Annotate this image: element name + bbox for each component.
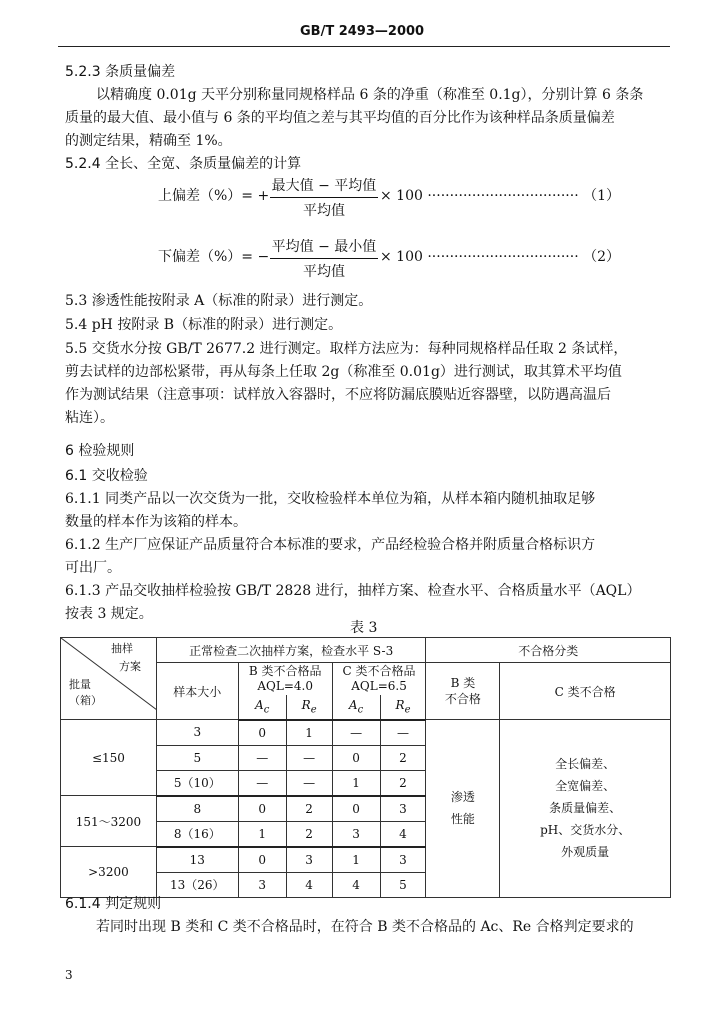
header-plan: 正常检查二次抽样方案，检查水平 S-3 xyxy=(156,638,426,663)
equation-1-denominator: 平均值 xyxy=(303,203,345,219)
paragraph-line: 的测定结果，精确至 1%。 xyxy=(65,133,232,149)
corner-label-lot: 批量 xyxy=(69,678,91,691)
b-ac-cell: 0 xyxy=(238,796,286,822)
header-c-ac: $A_c$ xyxy=(332,695,380,720)
b-re-cell: — xyxy=(286,745,332,770)
section-6-1-1-line: 6.1.1 同类产品以一次交货为一批，交收检验样本单位为箱，从样本箱内随机抽取足够 xyxy=(65,491,596,507)
b-class-item: 渗透 xyxy=(450,790,475,805)
c-re-cell: 5 xyxy=(380,872,426,897)
section-5-2-4-title: 5.2.4 全长、全宽、条质量偏差的计算 xyxy=(65,156,302,172)
b-ac-cell: 0 xyxy=(238,847,286,873)
table-corner-cell xyxy=(61,638,157,720)
header-b-class-line2: 不合格 xyxy=(444,692,481,706)
header-b-label: B 类不合格品 xyxy=(248,663,322,678)
c-ac-cell: 1 xyxy=(332,770,380,796)
sample-size-cell: 13（26） xyxy=(156,872,238,897)
corner-label-unit: （箱） xyxy=(69,694,102,707)
c-ac-cell: 4 xyxy=(332,872,380,897)
sample-size-cell: 5 xyxy=(156,745,238,770)
b-class-items xyxy=(426,720,500,898)
header-sample-size: 样本大小 xyxy=(156,663,238,720)
b-class-item: 性能 xyxy=(450,812,475,827)
header-c-class-nonconformity: C 类不合格 xyxy=(500,663,671,720)
b-ac-cell: 1 xyxy=(238,821,286,847)
section-6-1-1-line: 数量的样本作为该箱的样本。 xyxy=(65,514,247,530)
header-b-re: $R_e$ xyxy=(286,695,332,720)
section-5-3: 5.3 渗透性能按附录 A（标准的附录）进行测定。 xyxy=(65,293,373,309)
equation-2-fraction xyxy=(270,236,378,281)
section-5-5-line: 作为测试结果（注意事项：试样放入容器时，不应将防漏底膜贴近容器壁，以防遇高温后 xyxy=(65,387,611,403)
c-class-item: 条质量偏差、 xyxy=(549,801,622,816)
header-nonconformity: 不合格分类 xyxy=(426,638,671,663)
c-class-item: 全长偏差、 xyxy=(555,757,616,772)
table-3-caption: 表 3 xyxy=(350,620,378,636)
c-ac-cell: 1 xyxy=(332,847,380,873)
b-re-cell: — xyxy=(286,770,332,796)
section-6-1-2-line: 6.1.2 生产厂应保证产品质量符合本标准的要求，产品经检验合格并附质量合格标识方 xyxy=(65,537,596,553)
b-re-cell: 4 xyxy=(286,872,332,897)
header-b-aql: AQL=4.0 xyxy=(257,678,313,693)
equation-2-rhs: × 100 ·································· （2） xyxy=(380,249,621,265)
c-re-cell: 3 xyxy=(380,796,426,822)
c-ac-cell: 3 xyxy=(332,821,380,847)
c-class-item: pH、交货水分、 xyxy=(540,823,631,838)
c-class-item: 全宽偏差、 xyxy=(555,779,616,794)
equation-1-fraction xyxy=(270,175,378,220)
section-6-1-4-title: 6.1.4 判定规则 xyxy=(65,896,162,912)
b-ac-cell: — xyxy=(238,745,286,770)
header-c-label: C 类不合格品 xyxy=(342,663,416,678)
section-5-5-line: 剪去试样的边部松紧带，再从每条上任取 2g（称准至 0.01g）进行测试，取其算术平均值 xyxy=(65,364,622,380)
header-c-re: $R_e$ xyxy=(380,695,426,720)
header-c-class xyxy=(332,663,426,695)
section-5-5-line: 粘连）。 xyxy=(65,410,114,426)
b-ac-cell: 3 xyxy=(238,872,286,897)
c-ac-cell: — xyxy=(332,720,380,746)
c-class-items xyxy=(500,720,671,898)
section-6-1-2-line: 可出厂。 xyxy=(65,560,121,576)
b-ac-cell: — xyxy=(238,770,286,796)
section-6-1-3-line: 按表 3 规定。 xyxy=(65,606,153,622)
equation-1-numerator: 最大值 − 平均值 xyxy=(270,175,378,198)
lot-size-cell: 151～3200 xyxy=(61,796,157,847)
corner-label-sampling: 抽样 xyxy=(111,642,133,655)
section-6-1-4-line: 若同时出现 B 类和 C 类不合格品时，在符合 B 类不合格品的 Ac、Re 合格判定要求的 xyxy=(96,919,634,935)
section-5-5-line: 5.5 交货水分按 GB/T 2677.2 进行测定。取样方法应为：每种同规格样品任取 2 条试样， xyxy=(65,341,628,357)
b-re-cell: 1 xyxy=(286,720,332,746)
equation-1-lhs: 上偏差（%）= + xyxy=(158,188,270,204)
header-b-class-nonconformity xyxy=(426,663,500,720)
section-6-1-3-line: 6.1.3 产品交收抽样检验按 GB/T 2828 进行，抽样方案、检查水平、合格质量水平（AQL） xyxy=(65,583,641,599)
header-b-ac: $A_c$ xyxy=(238,695,286,720)
b-re-cell: 2 xyxy=(286,796,332,822)
c-re-cell: 2 xyxy=(380,745,426,770)
lot-size-cell: ≤150 xyxy=(61,720,157,796)
c-re-cell: 4 xyxy=(380,821,426,847)
header-c-aql: AQL=6.5 xyxy=(351,678,407,693)
c-re-cell: — xyxy=(380,720,426,746)
equation-2-numerator: 平均值 − 最小值 xyxy=(270,236,378,259)
b-re-cell: 2 xyxy=(286,821,332,847)
c-ac-cell: 0 xyxy=(332,745,380,770)
sample-size-cell: 8 xyxy=(156,796,238,822)
page-number: 3 xyxy=(65,968,73,982)
paragraph-line: 以精确度 0.01g 天平分别称量同规格样品 6 条的净重（称准至 0.1g），分别计算 6 条条 xyxy=(96,87,644,103)
section-5-2-3-title: 5.2.3 条质量偏差 xyxy=(65,64,176,80)
c-ac-cell: 0 xyxy=(332,796,380,822)
c-class-item: 外观质量 xyxy=(561,845,610,860)
standard-code: GB/T 2493—2000 xyxy=(300,24,425,39)
equation-2-lhs: 下偏差（%）= − xyxy=(158,249,270,265)
c-re-cell: 2 xyxy=(380,770,426,796)
section-6-1-title: 6.1 交收检验 xyxy=(65,468,148,484)
header-b-class xyxy=(238,663,332,695)
paragraph-line: 质量的最大值、最小值与 6 条的平均值之差与其平均值的百分比作为该种样品条质量偏差 xyxy=(65,110,615,126)
c-re-cell: 3 xyxy=(380,847,426,873)
lot-size-cell: >3200 xyxy=(61,847,157,898)
corner-label-plan: 方案 xyxy=(119,660,141,673)
b-re-cell: 3 xyxy=(286,847,332,873)
sample-size-cell: 8（16） xyxy=(156,821,238,847)
equation-1-rhs: × 100 ·································· （1） xyxy=(380,188,621,204)
sample-size-cell: 3 xyxy=(156,720,238,746)
sample-size-cell: 13 xyxy=(156,847,238,873)
table-3 xyxy=(60,637,671,898)
sample-size-cell: 5（10） xyxy=(156,770,238,796)
section-5-4: 5.4 pH 按附录 B（标准的附录）进行测定。 xyxy=(65,317,343,333)
section-6-title: 6 检验规则 xyxy=(65,443,135,459)
equation-2-denominator: 平均值 xyxy=(303,264,345,280)
header-rule xyxy=(58,46,670,47)
header-b-class-line1: B 类 xyxy=(450,676,476,690)
b-ac-cell: 0 xyxy=(238,720,286,746)
